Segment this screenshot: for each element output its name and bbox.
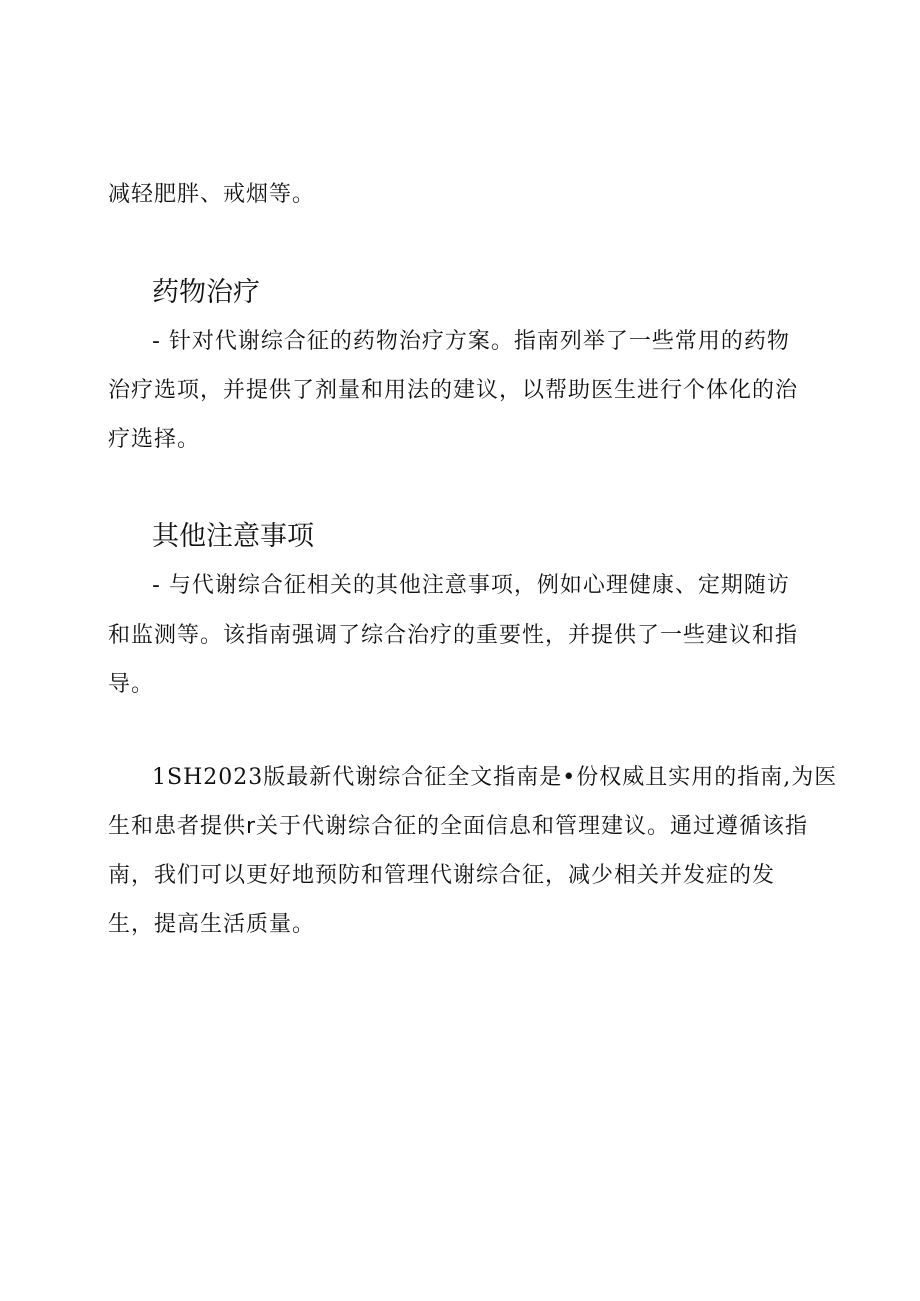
medication-paragraph-line: - 针对代谢综合征的药物治疗方案。指南列举了一些常用的药物: [152, 329, 790, 354]
summary-paragraph-line: 生和患者提供r关于代谢综合征的全面信息和管理建议。通过遵循该指: [108, 814, 809, 839]
section-heading-medication: 药物治疗: [152, 277, 260, 308]
summary-paragraph-line: 1SH2023版最新代谢综合征全文指南是•份权威且实用的指南,为医: [152, 765, 838, 790]
other-notes-paragraph-line: - 与代谢综合征相关的其他注意事项，例如心理健康、定期随访: [152, 573, 790, 598]
intro-tail-text: 减轻肥胖、戒烟等。: [108, 182, 316, 207]
summary-paragraph-line: 生，提高生活质量。: [108, 912, 316, 937]
other-notes-paragraph-line: 导。: [108, 672, 155, 697]
other-notes-paragraph-line: 和监测等。该指南强调了综合治疗的重要性，并提供了一些建议和指: [108, 623, 799, 648]
medication-paragraph-line: 治疗选项，并提供了剂量和用法的建议，以帮助医生进行个体化的治: [108, 378, 799, 403]
medication-paragraph-line: 疗选择。: [108, 427, 201, 452]
section-heading-other-notes: 其他注意事项: [152, 521, 314, 552]
summary-paragraph-line: 南，我们可以更好地预防和管理代谢综合征，减少相关并发症的发: [108, 863, 776, 888]
